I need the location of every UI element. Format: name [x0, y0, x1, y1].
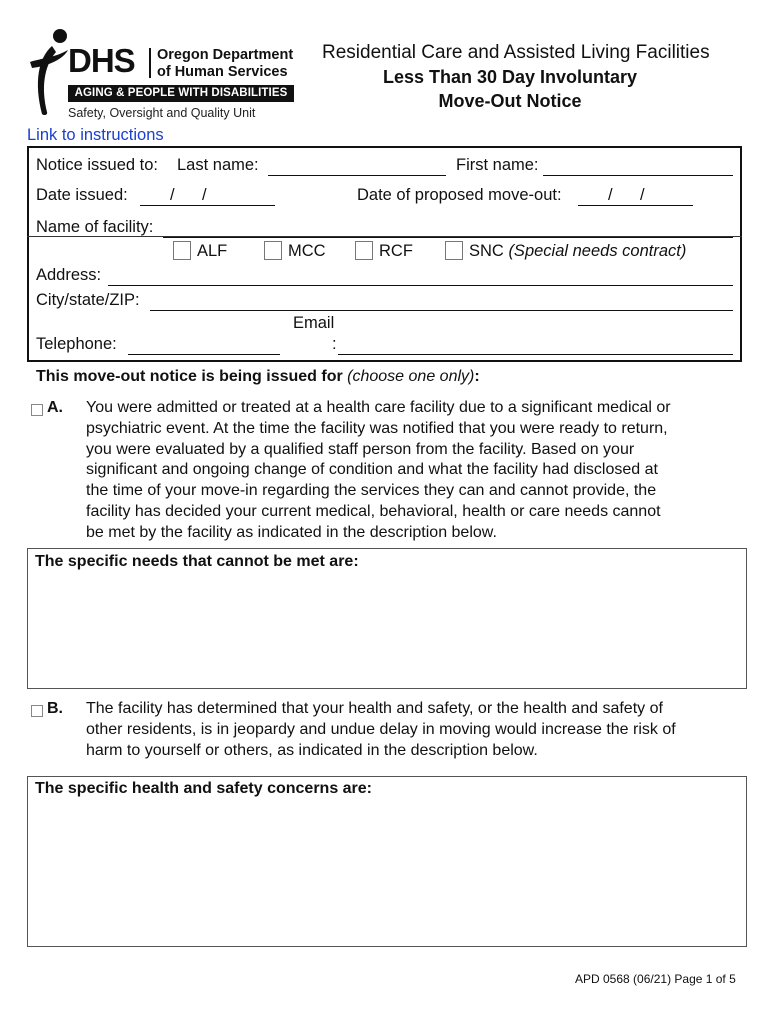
city-state-zip-label: City/state/ZIP: — [36, 291, 140, 309]
city-state-zip-field[interactable] — [150, 309, 733, 311]
date-issued-label: Date issued: — [36, 186, 128, 204]
telephone-field[interactable] — [128, 353, 280, 355]
date-issued-slash-1: / — [170, 186, 175, 204]
proposed-moveout-field[interactable] — [578, 204, 693, 206]
last-name-label: Last name: — [177, 156, 259, 174]
option-a-letter: A. — [47, 399, 63, 416]
mcc-checkbox[interactable] — [264, 241, 282, 260]
alf-checkbox[interactable] — [173, 241, 191, 260]
email-colon: : — [332, 335, 337, 353]
rcf-checkbox[interactable] — [355, 241, 373, 260]
reason-prompt-note: (choose one only) — [347, 368, 475, 385]
document-title-line2: Less Than 30 Day Involuntary — [382, 67, 638, 87]
last-name-field[interactable] — [268, 174, 446, 176]
facility-name-label: Name of facility: — [36, 218, 154, 236]
first-name-field[interactable] — [543, 174, 733, 176]
telephone-label: Telephone: — [36, 335, 117, 353]
snc-checkbox[interactable] — [445, 241, 463, 260]
date-issued-field[interactable] — [140, 204, 275, 206]
facility-name-field[interactable] — [163, 236, 733, 238]
moveout-slash-1: / — [608, 186, 613, 204]
logo-divider — [149, 48, 151, 78]
notice-issued-to-label: Notice issued to: — [36, 156, 158, 174]
logo-org-line1: Oregon Department — [157, 47, 294, 63]
snc-label: SNC (Special needs contract) — [469, 242, 687, 260]
option-a-text: You were admitted or treated at a health care facility due to a significant medical or psychiatric event. At the time the facility was notified that you were ready to return, you were evaluated by a qualified staff person from the facility. Based on your significant and ongoing change of condition and what the facility had disclosed at the time of your move-in regarding the services they can and cannot provide, the facility has decided your current medical, behavioral, health or care needs cannot be met by the facility as indicated in the description below. — [86, 399, 671, 541]
logo-org-line2: of Human Services — [157, 64, 288, 80]
date-issued-slash-2: / — [202, 186, 207, 204]
option-a-checkbox[interactable] — [31, 404, 43, 416]
person-figure-icon — [28, 28, 70, 118]
address-field[interactable] — [108, 284, 733, 286]
needs-title: The specific needs that cannot be met are: — [35, 553, 359, 570]
snc-note: (Special needs contract) — [508, 242, 687, 260]
option-b-letter: B. — [47, 700, 63, 717]
logo-unit-text: Safety, Oversight and Quality Unit — [68, 106, 256, 120]
first-name-label: First name: — [456, 156, 539, 174]
concerns-title: The specific health and safety concerns are: — [35, 780, 373, 797]
document-title-line3: Move-Out Notice — [438, 91, 582, 111]
email-field[interactable] — [338, 353, 733, 355]
moveout-slash-2: / — [640, 186, 645, 204]
document-title-line1: Residential Care and Assisted Living Facilities — [322, 42, 710, 63]
alf-label: ALF — [197, 242, 228, 260]
option-b-text: The facility has determined that your health and safety, or the health and safety of other residents, is in jeopardy and undue delay in moving would increase the risk of harm to yourself or others, as indicated in the description below. — [86, 700, 676, 759]
email-label: Email — [293, 314, 335, 332]
address-label: Address: — [36, 266, 102, 284]
page-footer: APD 0568 (06/21) Page 1 of 5 — [575, 972, 736, 986]
proposed-moveout-label: Date of proposed move-out: — [357, 186, 562, 204]
mcc-label: MCC — [288, 242, 326, 260]
dhs-logo — [28, 28, 303, 124]
rcf-label: RCF — [379, 242, 413, 260]
instructions-link[interactable]: Link to instructions — [27, 126, 164, 144]
logo-banner: AGING & PEOPLE WITH DISABILITIES — [68, 85, 294, 102]
option-b-checkbox[interactable] — [31, 705, 43, 717]
concerns-description-box[interactable] — [27, 776, 747, 947]
logo-dhs-text: DHS — [68, 42, 135, 79]
reason-prompt: This move-out notice is being issued for (choose one only): — [36, 368, 480, 385]
